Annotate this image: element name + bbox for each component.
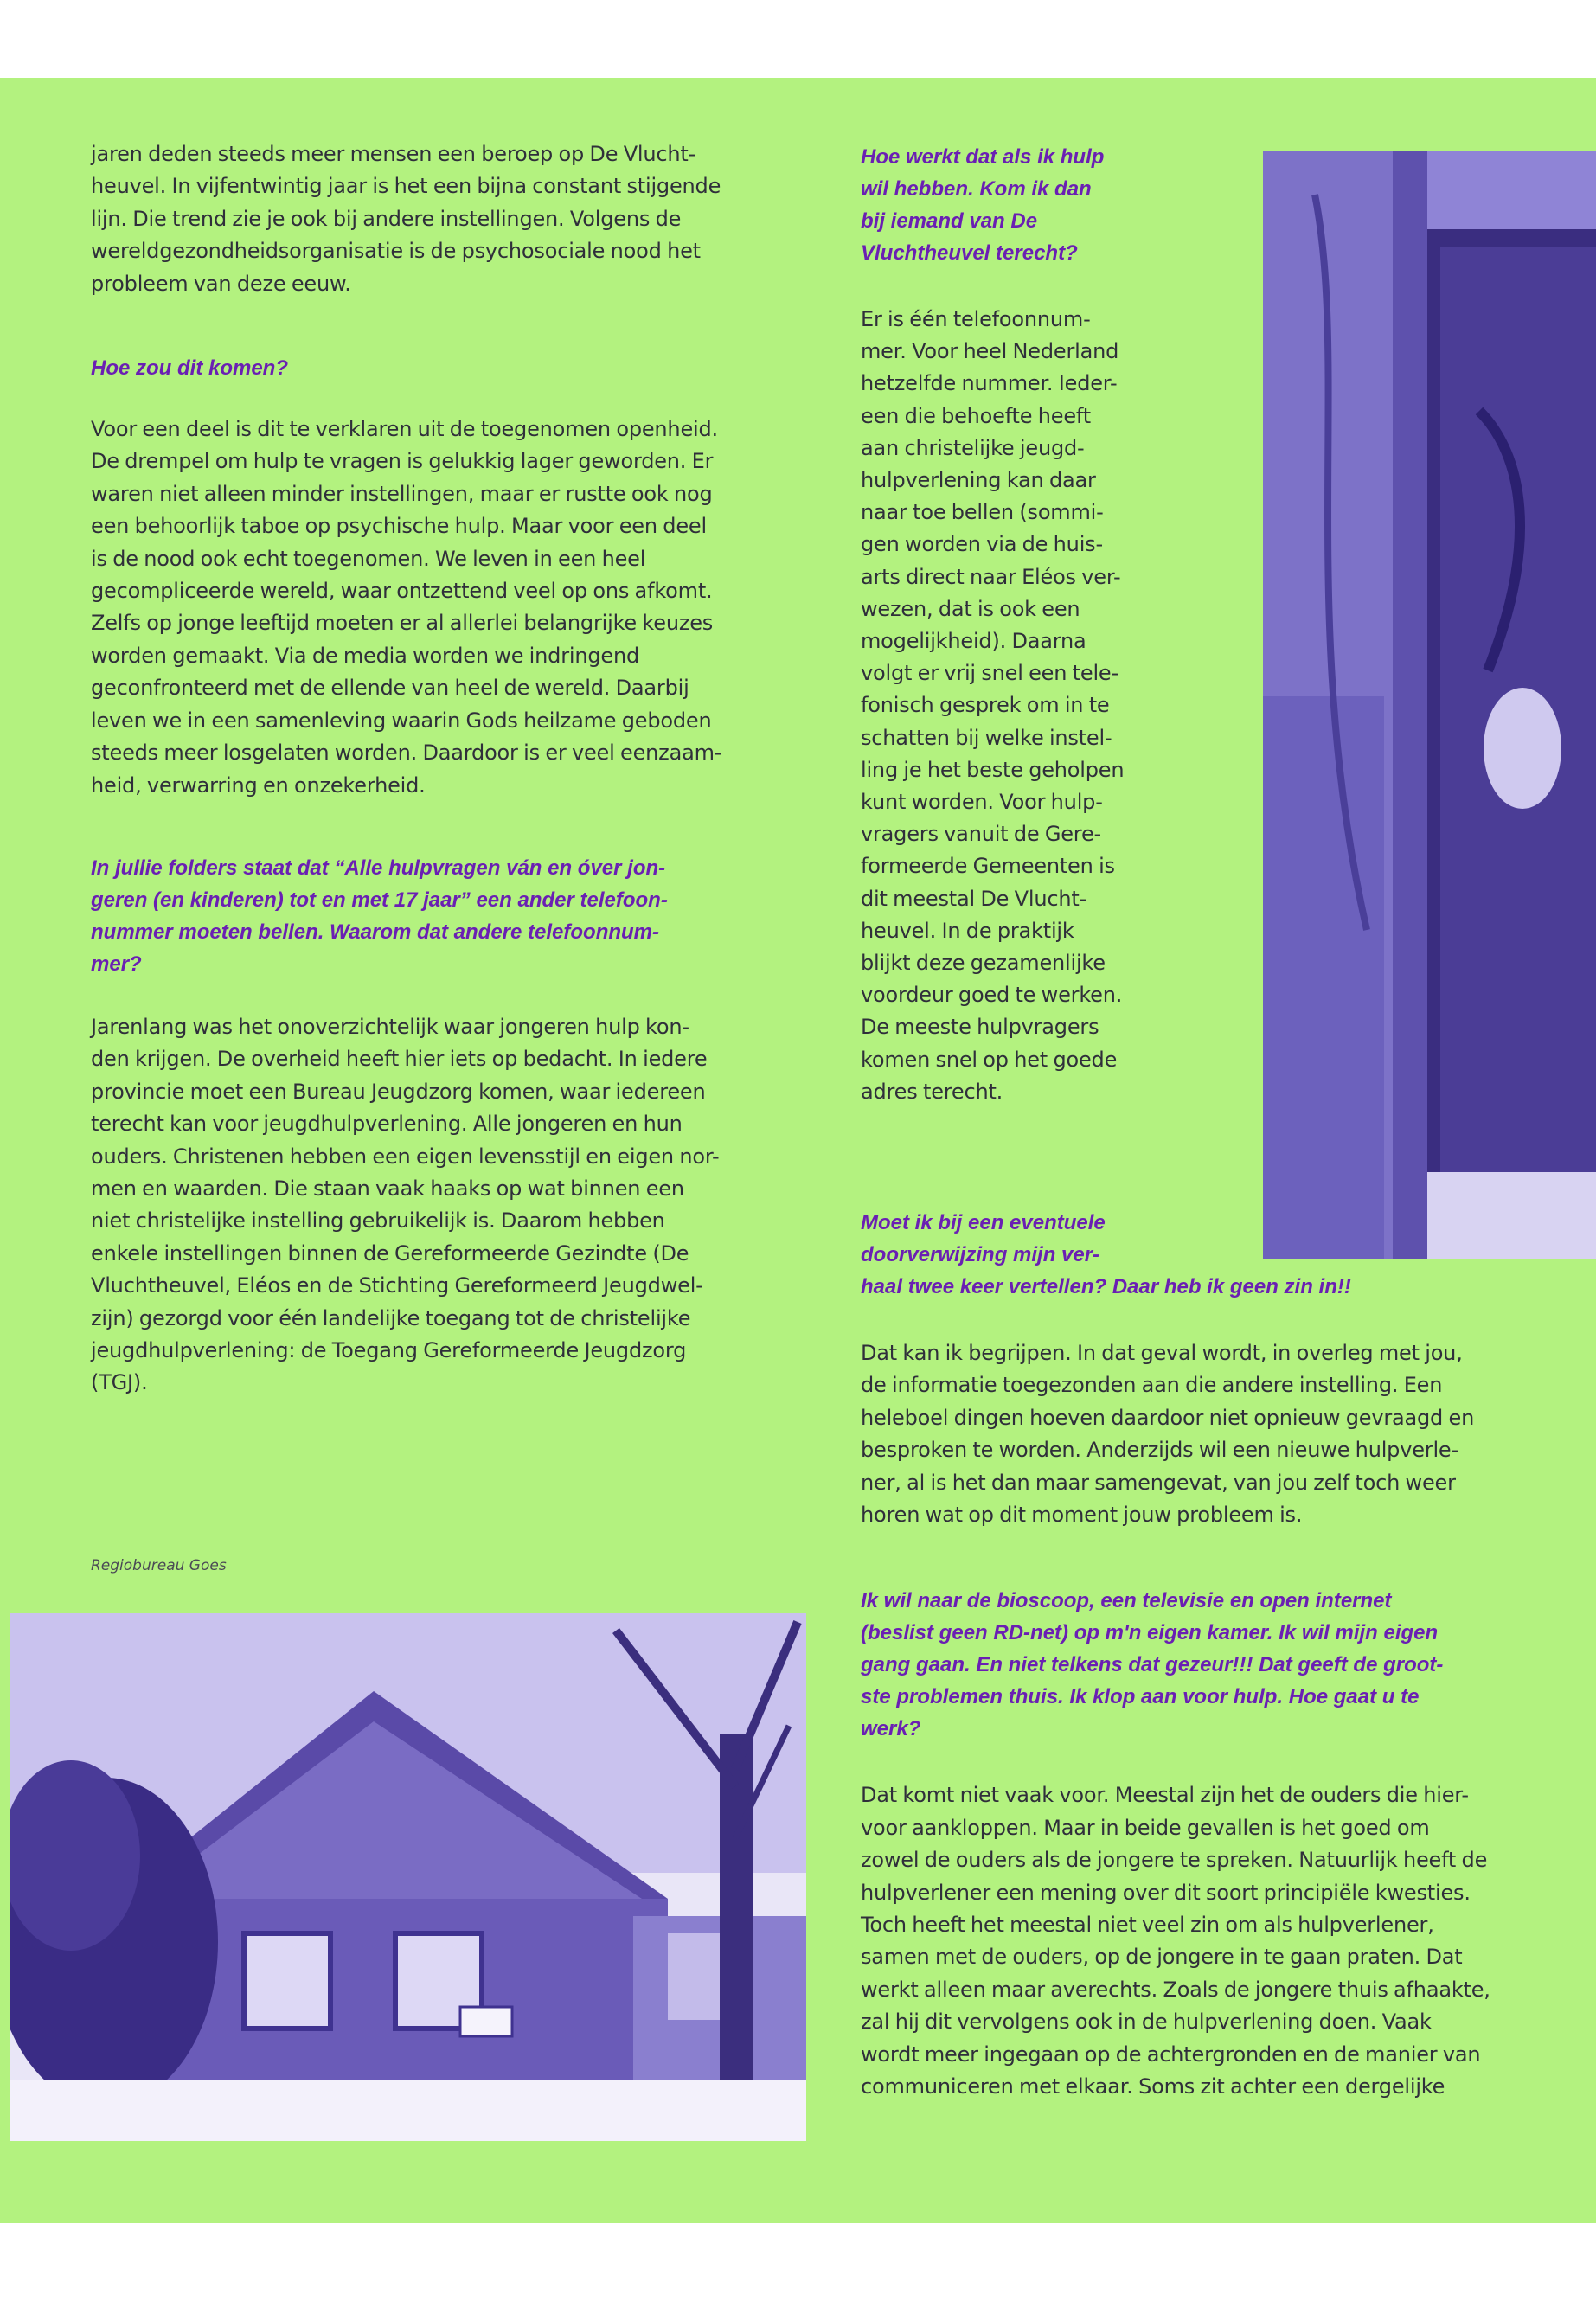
photo-caption: Regiobureau Goes [91, 1557, 227, 1574]
answer-paragraph-2: Jarenlang was het onoverzichtelijk waar jongeren hulp kon- den krijgen. De overheid heeft hier iets op bedacht. In iedere provincie moet een Bureau Jeugdzorg komen, waar iedereen terecht kan voor jeugdhulpverlening. Alle jongeren en hun ouders. Christenen hebben een eigen levensstijl en eigen nor- men en waarden. Die staan vaak haaks op wat binnen een niet christelijke instelling gebruikelijk is. Daarom hebben enkele instellingen binnen de Gereformeerde Gezindte (De Vluchtheuvel, Eléos en de Stichting Gereformeerd Jeugdwel- zijn) gezorgd voor één landelijke toegang tot de christelijke jeugdhulpverlening: de Toegang Gereformeerde Jeugdzorg (TGJ). [91, 1014, 720, 1395]
answer-paragraph-3: Er is één telefoonnum- mer. Voor heel Nederland hetzelfde nummer. Ieder- een die behoefte heeft aan christelijke jeugd- hulpverlening kan daar naar toe bellen (sommi- gen worden via de huis- arts direct naar Eléos ver- wezen, dat is ook een mogelijkheid). Daarna volgt er vrij snel een tele- fonisch gesprek om in te schatten bij welke instel- ling je het beste geholpen kunt worden. Voor hulp- vragers vanuit de Gere- formeerde Gemeenten is dit meestal De Vlucht- heuvel. In de praktijk blijkt deze gezamenlijke voordeur goed te werken. De meeste hulpvragers komen snel op het goede adres terecht. [861, 307, 1125, 1104]
question-ander-telefoonnummer: In jullie folders staat dat “Alle hulpvragen ván en óver jon- geren (en kinderen) tot en met 17 jaar” een ander telefoon- nummer moeten bellen. Waarom dat andere telefoonnum- mer? [91, 856, 668, 976]
question-hoe-zou-dit-komen: Hoe zou dit komen? [91, 356, 288, 381]
answer-paragraph-1: Voor een deel is dit te verklaren uit de toegenomen openheid. De drempel om hulp te vragen is gelukkig lager geworden. Er waren niet alleen minder instellingen, maar er rustte ook nog een behoorlijk taboe op psychische hulp. Maar voor een deel is de nood ook echt toegenomen. We leven in een heel gecompliceerde wereld, waar ontzettend veel op ons afkomt. Zelfs op jonge leeftijd moeten er al allerlei belangrijke keuzes worden gemaakt. Via de media worden we indringend geconfronteerd met de ellende van heel de wereld. Daarbij leven we in een samenleving waarin Gods heilzame geboden steeds meer losgelaten worden. Daardoor is er veel eenzaam- heid, verwarring en onzekerheid. [91, 417, 722, 798]
question-bioscoop: Ik wil naar de bioscoop, een televisie en open internet (beslist geen RD-net) op m'n eigen kamer. Ik wil mijn eigen gang gaan. En niet telkens dat gezeur!!! Dat geeft de groot- ste problemen thuis. Ik klop aan voor hulp. Hoe gaat u te werk? [861, 1589, 1444, 1741]
magazine-page [0, 78, 1596, 2223]
left-column [91, 138, 809, 1400]
right-column-bottom [861, 1207, 1535, 2104]
question-doorverwijzing: Moet ik bij een eventuele doorverwijzing mijn ver- haal twee keer vertellen? Daar heb ik geen zin in!! [861, 1211, 1351, 1298]
answer-paragraph-4: Dat kan ik begrijpen. In dat geval wordt, in overleg met jou, de informatie toegezonden aan die andere instelling. Een heleboel dingen hoeven daardoor niet opnieuw gevraagd en besproken te worden. Anderzijds wil een nieuwe hulpverle- ner, al is het dan maar samengevat, van jou zelf toch weer horen wat op dit moment jouw probleem is. [861, 1341, 1475, 1528]
door-photo [1263, 151, 1596, 1259]
question-hoe-werkt-dat: Hoe werkt dat als ik hulp wil hebben. Kom ik dan bij iemand van De Vluchtheuvel terecht? [861, 145, 1105, 265]
right-column-top [861, 141, 1267, 1108]
door-photo-image [1263, 151, 1596, 1259]
intro-paragraph: jaren deden steeds meer mensen een beroep op De Vlucht- heuvel. In vijfentwintig jaar is het een bijna constant stijgende lijn. Die trend zie je ook bij andere instellingen. Volgens de wereldgezondheidsorganisatie is de psychosociale nood het probleem van deze eeuw. [91, 142, 721, 296]
house-photo [10, 1613, 806, 2141]
answer-paragraph-5: Dat komt niet vaak voor. Meestal zijn het de ouders die hier- voor aankloppen. Maar in beide gevallen is het goed om zowel de ouders als de jongere te spreken. Natuurlijk heeft de hulpverlener een mening over dit soort principiële kwesties. Toch heeft het meestal niet veel zin om als hulpverlener, samen met de ouders, op de jongere in te gaan praten. Dat werkt alleen maar averechts. Zoals de jongere thuis afhaakte, zal hij dit vervolgens ook in de hulpverlening doen. Vaak wordt meer ingegaan op de achtergronden en de manier van communiceren met elkaar. Soms zit achter een dergelijke [861, 1783, 1490, 2099]
house-photo-image [10, 1613, 806, 2141]
